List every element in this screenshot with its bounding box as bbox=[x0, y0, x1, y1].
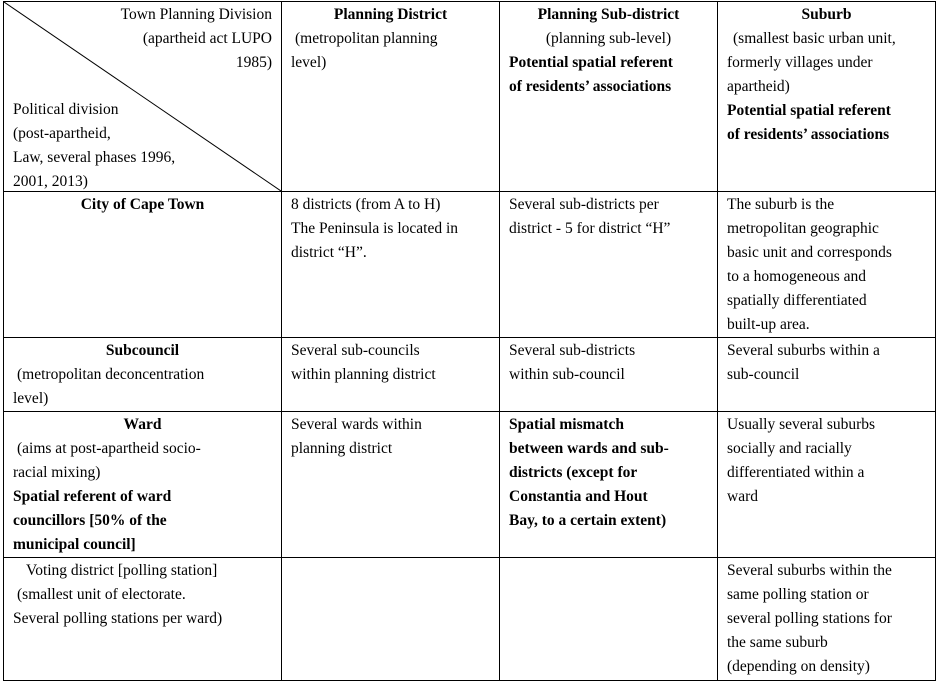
cell-line: (depending on density) bbox=[727, 658, 870, 675]
cell-line: district - 5 for district “H” bbox=[509, 220, 671, 237]
corner-cell bbox=[4, 2, 282, 192]
cell-bold-line: districts (except for bbox=[509, 464, 638, 481]
header-line: (smallest basic urban unit, bbox=[733, 30, 896, 47]
cell-line: The Peninsula is located in bbox=[291, 220, 459, 237]
header-title: Suburb bbox=[801, 6, 852, 23]
table-row-ward bbox=[4, 412, 936, 558]
table-cell bbox=[718, 558, 936, 681]
table-cell bbox=[718, 338, 936, 412]
row-label-bold-line: councillors [50% of the bbox=[13, 512, 167, 529]
row-label-line: level) bbox=[13, 390, 49, 407]
comparison-table bbox=[3, 1, 936, 681]
header-bold-line: Potential spatial referent bbox=[509, 54, 673, 71]
table-cell bbox=[282, 412, 500, 558]
header-title: Planning Sub-district bbox=[537, 6, 680, 23]
table-cell-empty bbox=[282, 558, 500, 681]
row-label-line: (aims at post-apartheid socio- bbox=[17, 440, 201, 457]
cell-line: Several suburbs within the bbox=[727, 562, 892, 579]
corner-bl-line: (post-apartheid, bbox=[13, 125, 111, 142]
row-label-line: Several polling stations per ward) bbox=[13, 610, 223, 627]
cell-bold-line: Bay, to a certain extent) bbox=[509, 512, 667, 529]
row-label-bold-line: Spatial referent of ward bbox=[13, 488, 172, 505]
cell-line: Usually several suburbs bbox=[727, 416, 876, 433]
cell-line: sub-council bbox=[727, 366, 800, 383]
header-line: apartheid) bbox=[727, 78, 790, 95]
cell-line: metropolitan geographic bbox=[727, 220, 879, 237]
header-title: Planning District bbox=[333, 6, 448, 23]
corner-top-right bbox=[121, 3, 272, 75]
cell-line: 8 districts (from A to H) bbox=[291, 196, 441, 213]
cell-line: the same suburb bbox=[727, 634, 828, 651]
table-row-subcouncil bbox=[4, 338, 936, 412]
cell-line: Several sub-districts per bbox=[509, 196, 659, 213]
header-row bbox=[4, 2, 936, 192]
table-cell bbox=[282, 192, 500, 338]
header-cell-suburb bbox=[718, 2, 936, 192]
cell-line: differentiated within a bbox=[727, 464, 865, 481]
cell-line: to a homogeneous and bbox=[727, 268, 867, 285]
cell-line: same polling station or bbox=[727, 586, 869, 603]
corner-tr-line bbox=[121, 27, 272, 51]
table-row-city bbox=[4, 192, 936, 338]
header-bold-line: of residents’ associations bbox=[727, 126, 890, 143]
corner-tr-line: Town Planning Division bbox=[120, 6, 272, 23]
table-cell-empty bbox=[500, 558, 718, 681]
header-line: (metropolitan planning bbox=[295, 30, 438, 47]
row-label-bold-line: municipal council] bbox=[13, 536, 136, 553]
table-cell bbox=[718, 412, 936, 558]
row-label-cell bbox=[4, 192, 282, 338]
cell-line: basic unit and corresponds bbox=[727, 244, 892, 261]
table-cell bbox=[500, 192, 718, 338]
cell-line: The suburb is the bbox=[727, 196, 835, 213]
row-label-cell bbox=[4, 338, 282, 412]
table-cell bbox=[282, 338, 500, 412]
row-label-title: Subcouncil bbox=[105, 342, 180, 359]
cell-line: ward bbox=[727, 488, 758, 505]
cell-line: spatially differentiated bbox=[727, 292, 867, 309]
cell-line: several polling stations for bbox=[727, 610, 892, 627]
cell-line: Several sub-councils bbox=[291, 342, 420, 359]
row-label-line: (smallest unit of electorate. bbox=[17, 586, 186, 603]
cell-line: district “H”. bbox=[291, 244, 367, 261]
row-label-line: Voting district [polling station] bbox=[26, 562, 218, 579]
header-cell-planning-district bbox=[282, 2, 500, 192]
corner-bl-line: 2001, 2013) bbox=[13, 173, 88, 190]
table-cell bbox=[500, 412, 718, 558]
cell-line: Several wards within bbox=[291, 416, 422, 433]
header-bold-line: of residents’ associations bbox=[509, 78, 672, 95]
cell-line: Several suburbs within a bbox=[727, 342, 880, 359]
cell-line: within planning district bbox=[291, 366, 436, 383]
cell-bold-line: between wards and sub- bbox=[509, 440, 669, 457]
row-label-title: Ward bbox=[123, 416, 162, 433]
corner-bl-line: Political division bbox=[13, 101, 119, 118]
cell-bold-line: Spatial mismatch bbox=[509, 416, 624, 433]
cell-bold-line: Constantia and Hout bbox=[509, 488, 648, 505]
row-label-cell bbox=[4, 558, 282, 681]
corner-bottom-left bbox=[13, 98, 175, 194]
corner-bl-line: Law, several phases 1996, bbox=[13, 149, 176, 166]
cell-line: socially and racially bbox=[727, 440, 852, 457]
header-line: level) bbox=[291, 54, 327, 71]
corner-tr-line: 1985) bbox=[235, 54, 272, 71]
table-cell bbox=[718, 192, 936, 338]
row-label-cell bbox=[4, 412, 282, 558]
row-label-line: racial mixing) bbox=[13, 464, 101, 481]
header-line: formerly villages under bbox=[727, 54, 873, 71]
cell-line: planning district bbox=[291, 440, 393, 457]
cell-line: within sub-council bbox=[509, 366, 625, 383]
row-label-title: City of Cape Town bbox=[80, 196, 205, 213]
header-line: (planning sub-level) bbox=[545, 30, 672, 47]
header-bold-line: Potential spatial referent bbox=[727, 102, 891, 119]
row-label-line: (metropolitan deconcentration bbox=[17, 366, 205, 383]
table-row-voting-district bbox=[4, 558, 936, 681]
table-cell bbox=[500, 338, 718, 412]
header-cell-planning-subdistrict bbox=[500, 2, 718, 192]
cell-line: Several sub-districts bbox=[509, 342, 636, 359]
corner-tr-text: (apartheid act LUPO bbox=[142, 30, 272, 47]
cell-line: built-up area. bbox=[727, 316, 810, 333]
